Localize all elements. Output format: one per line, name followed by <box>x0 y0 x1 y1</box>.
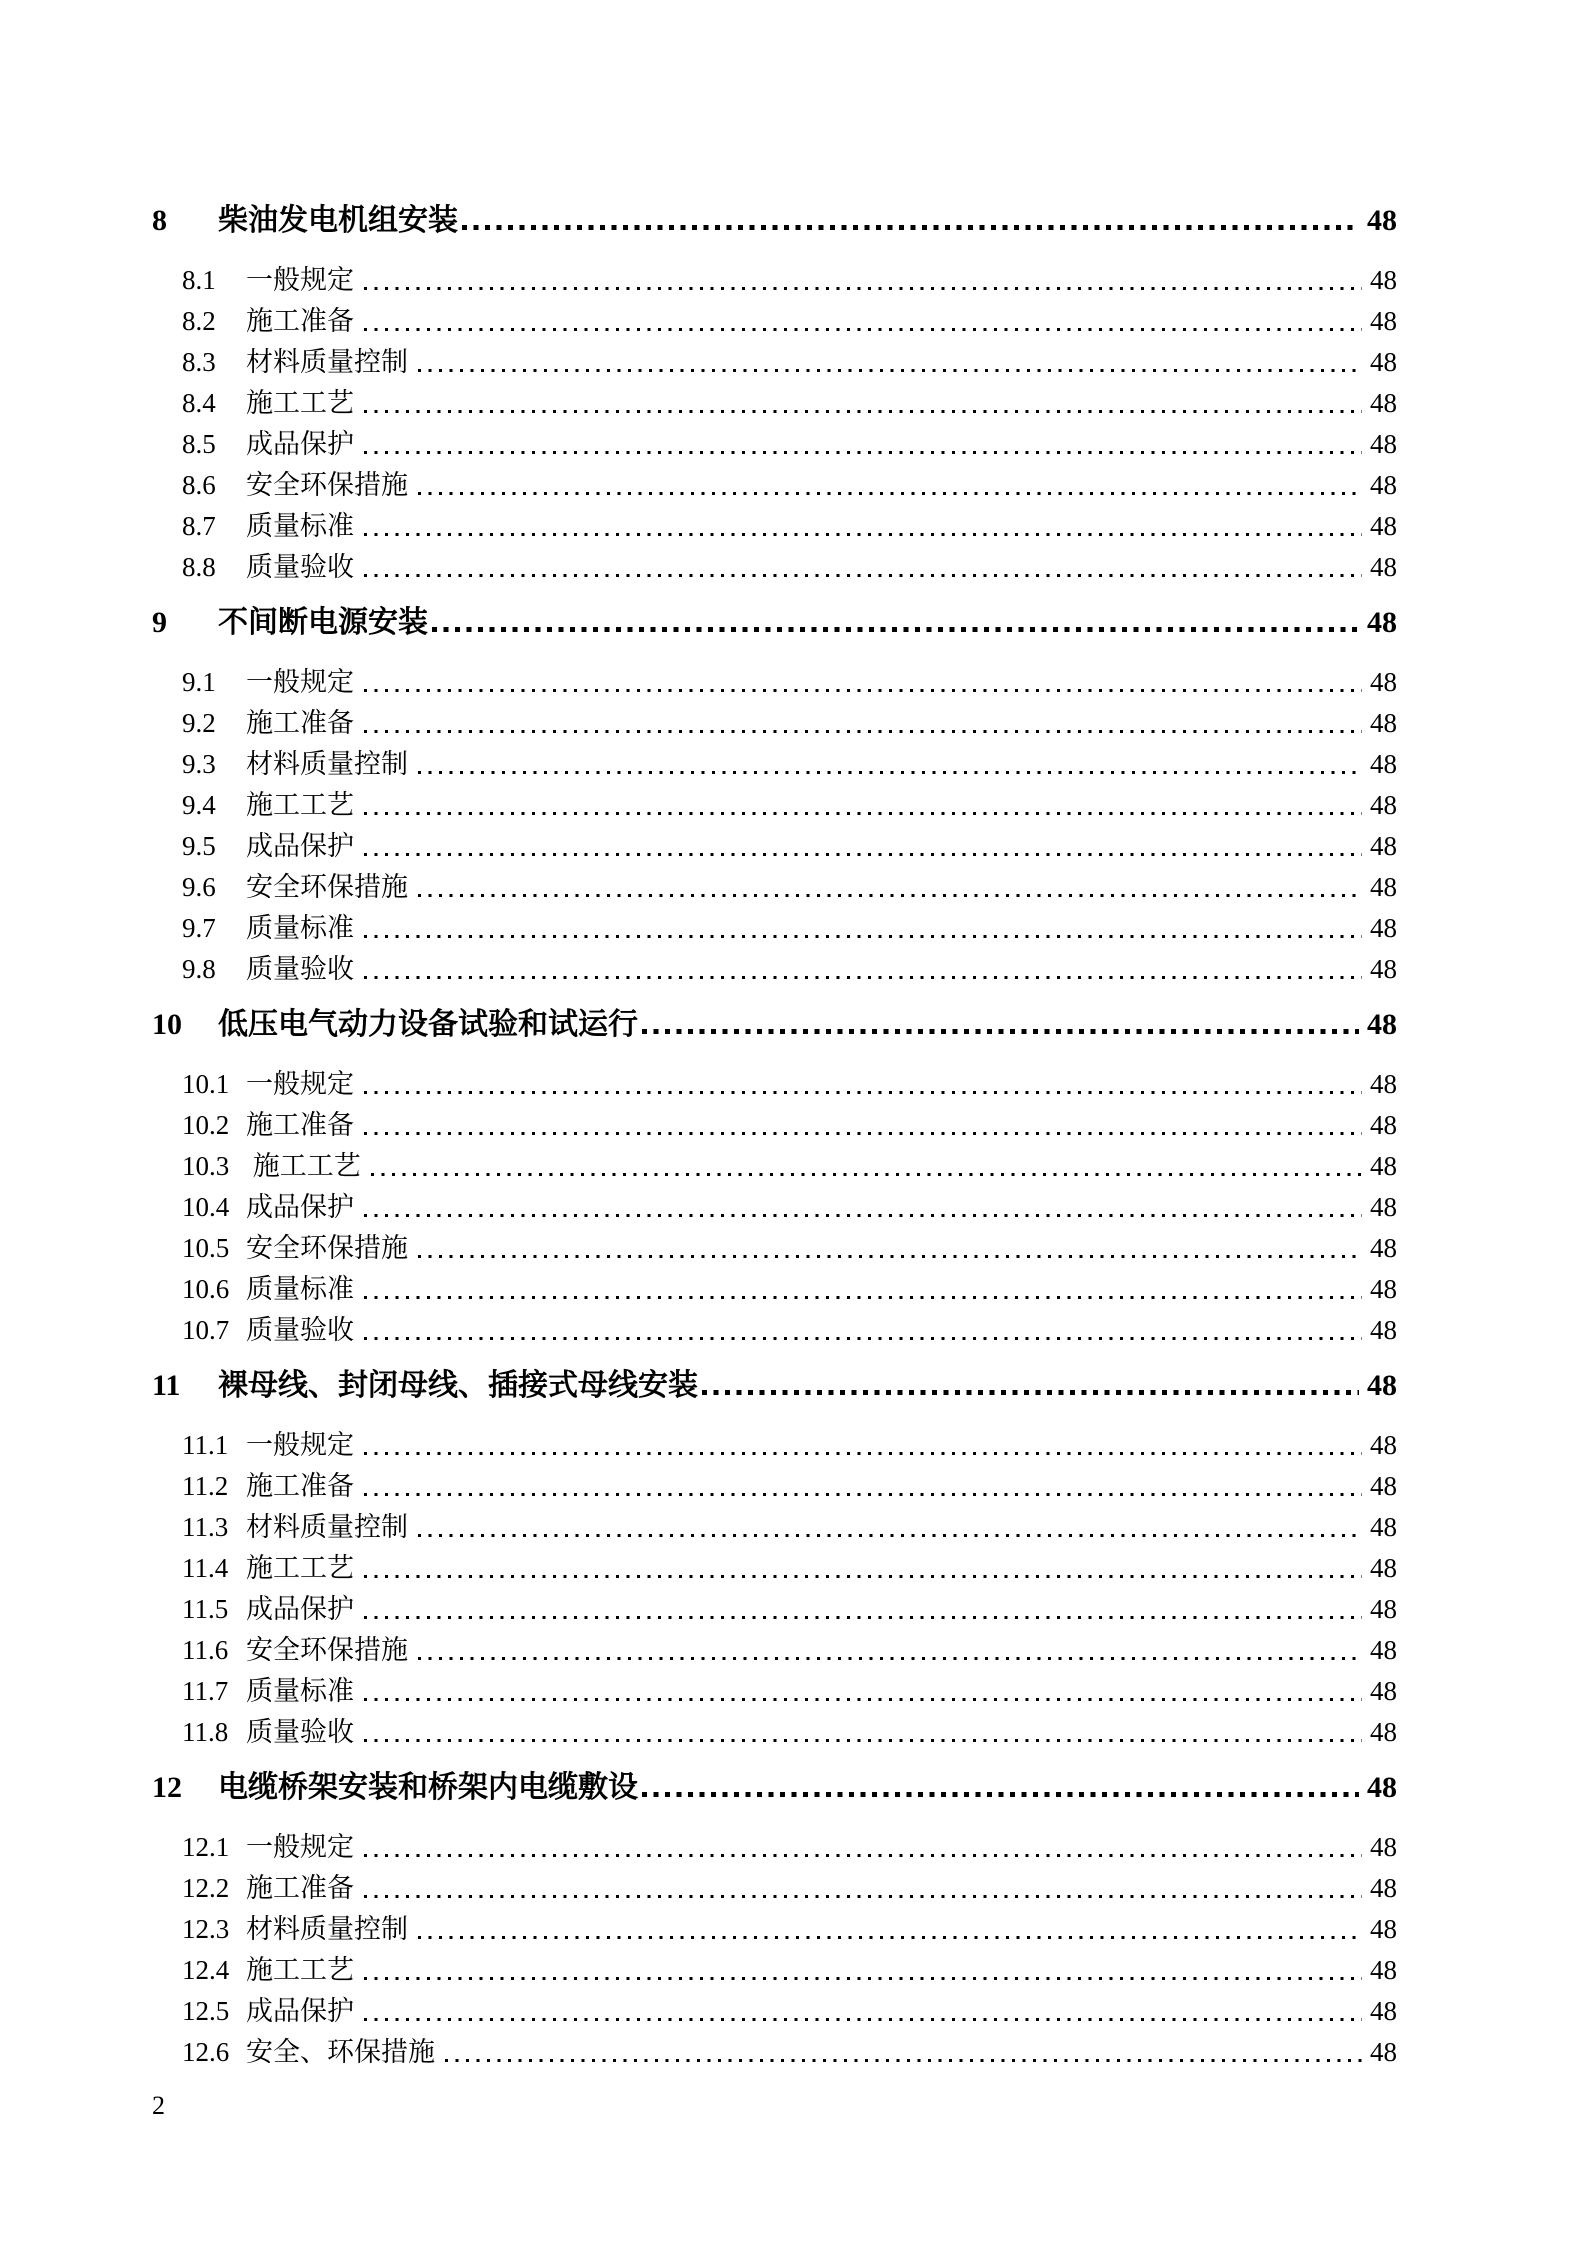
toc-section-row[interactable] <box>0 1365 1587 1406</box>
toc-entry-page-number: 48 <box>1370 1635 1397 1665</box>
toc-entry-title: 一般规定 <box>246 1069 354 1099</box>
toc-entry-title: 成品保护 <box>246 1996 354 2026</box>
toc-entry-number: 9.7 <box>182 913 216 943</box>
toc-entry-page-number: 48 <box>1370 388 1397 418</box>
toc-entry-page-number: 48 <box>1370 511 1397 541</box>
toc-subsection-row[interactable] <box>0 1991 1587 2032</box>
dot-leader <box>432 602 1359 643</box>
toc-entry-page-number: 48 <box>1370 1914 1397 1944</box>
toc-subsection-row[interactable] <box>0 1466 1587 1507</box>
toc-entry-title: 材料质量控制 <box>246 347 408 377</box>
dot-leader <box>364 1269 1362 1310</box>
dot-leader <box>364 1950 1362 1991</box>
toc-entry-number: 10.6 <box>182 1274 230 1304</box>
toc-entry-page-number: 48 <box>1370 1471 1397 1501</box>
toc-entry-number: 8.2 <box>182 306 216 336</box>
dot-leader <box>702 1365 1359 1406</box>
dot-leader <box>364 424 1362 465</box>
toc-subsection-row[interactable] <box>0 1425 1587 1466</box>
dot-leader <box>418 1228 1362 1269</box>
toc-entry-number: 11.2 <box>182 1471 229 1501</box>
toc-entry-number: 11.4 <box>182 1553 229 1583</box>
toc-entry-page-number: 48 <box>1370 1512 1397 1542</box>
toc-subsection-row[interactable] <box>0 424 1587 465</box>
toc-subsection-row[interactable] <box>0 260 1587 301</box>
toc-subsection-row[interactable] <box>0 1310 1587 1351</box>
dot-leader <box>364 1991 1362 2032</box>
toc-entry-title: 质量标准 <box>246 1676 354 1706</box>
toc-entry-page-number: 48 <box>1370 470 1397 500</box>
dot-leader <box>364 260 1362 301</box>
toc-entry-title: 裸母线、封闭母线、插接式母线安装 <box>218 1369 698 1402</box>
toc-entry-page-number: 48 <box>1370 1069 1397 1099</box>
toc-entry-page-number: 48 <box>1370 1233 1397 1263</box>
footer-page-number: 2 <box>152 2091 165 2120</box>
toc-subsection-row[interactable] <box>0 1630 1587 1671</box>
toc-entry-page-number: 48 <box>1370 265 1397 295</box>
toc-entry-number: 10.4 <box>182 1192 230 1222</box>
toc-subsection-row[interactable] <box>0 1671 1587 1712</box>
toc-section-row[interactable] <box>0 1004 1587 1045</box>
page-footer <box>0 2089 1587 2123</box>
toc-entry-number: 11.5 <box>182 1594 229 1624</box>
toc-subsection-row[interactable] <box>0 465 1587 506</box>
toc-entry-page-number: 48 <box>1370 1676 1397 1706</box>
toc-entry-page-number: 48 <box>1370 831 1397 861</box>
dot-leader <box>364 1187 1362 1228</box>
dot-leader <box>364 785 1362 826</box>
toc-entry-title: 质量标准 <box>246 913 354 943</box>
dot-leader <box>364 1548 1362 1589</box>
toc-subsection-row[interactable] <box>0 1187 1587 1228</box>
toc-entry-number: 10.5 <box>182 1233 230 1263</box>
toc-entry-number: 8.3 <box>182 347 216 377</box>
toc-entry-page-number: 48 <box>1370 552 1397 582</box>
dot-leader <box>418 744 1362 785</box>
toc-entry-number: 8.7 <box>182 511 216 541</box>
toc-entry-title: 施工准备 <box>246 1471 354 1501</box>
toc-entry-page-number: 48 <box>1370 913 1397 943</box>
toc-entry-number: 9.3 <box>182 749 216 779</box>
toc-subsection-row[interactable] <box>0 383 1587 424</box>
toc-entry-number: 10 <box>152 1008 182 1041</box>
toc-entry-title: 材料质量控制 <box>246 1512 408 1542</box>
toc-entry-title: 施工工艺 <box>246 1151 361 1181</box>
toc-subsection-row[interactable] <box>0 949 1587 990</box>
toc-entry-title: 一般规定 <box>246 1430 354 1460</box>
toc-entry-number: 11.8 <box>182 1717 229 1747</box>
dot-leader <box>364 547 1362 588</box>
toc-entry-title: 质量验收 <box>246 552 354 582</box>
toc-subsection-row[interactable] <box>0 1712 1587 1753</box>
dot-leader <box>364 1310 1362 1351</box>
toc-subsection-row[interactable] <box>0 1827 1587 1868</box>
toc-entry-title: 一般规定 <box>246 265 354 295</box>
toc-entry-title: 施工准备 <box>246 1873 354 1903</box>
toc-subsection-row[interactable] <box>0 1950 1587 1991</box>
toc-entry-title: 安全环保措施 <box>246 872 408 902</box>
toc-entry-title: 安全环保措施 <box>246 1233 408 1263</box>
toc-entry-page-number: 48 <box>1370 1832 1397 1862</box>
toc-entry-number: 12.4 <box>182 1955 230 1985</box>
dot-leader <box>364 1064 1362 1105</box>
toc-subsection-row[interactable] <box>0 301 1587 342</box>
toc-subsection-row[interactable] <box>0 506 1587 547</box>
dot-leader <box>418 1909 1362 1950</box>
toc-entry-number: 8.5 <box>182 429 216 459</box>
toc-entry-number: 11.3 <box>182 1512 229 1542</box>
toc-subsection-row[interactable] <box>0 703 1587 744</box>
dot-leader <box>371 1146 1362 1187</box>
toc-entry-title: 安全环保措施 <box>246 1635 408 1665</box>
dot-leader <box>418 1630 1362 1671</box>
toc-entry-title: 施工准备 <box>246 306 354 336</box>
toc-subsection-row[interactable] <box>0 547 1587 588</box>
toc-entry-number: 12.1 <box>182 1832 230 1862</box>
toc-entry-title: 施工准备 <box>246 708 354 738</box>
toc-entry-title: 质量标准 <box>246 511 354 541</box>
toc-entry-number: 10.3 <box>182 1151 230 1181</box>
dot-leader <box>364 908 1362 949</box>
toc-section-row[interactable] <box>0 200 1587 241</box>
toc-entry-number: 11.7 <box>182 1676 229 1706</box>
toc-entry-page-number: 48 <box>1370 429 1397 459</box>
toc-entry-page-number: 48 <box>1367 204 1397 237</box>
toc-entry-page-number: 48 <box>1370 708 1397 738</box>
toc-entry-page-number: 48 <box>1370 1192 1397 1222</box>
toc-entry-number: 8.6 <box>182 470 216 500</box>
dot-leader <box>364 1589 1362 1630</box>
toc-entry-page-number: 48 <box>1370 1110 1397 1140</box>
toc-subsection-row[interactable] <box>0 1105 1587 1146</box>
toc-entry-page-number: 48 <box>1370 2037 1397 2067</box>
toc-entry-number: 9 <box>152 606 167 639</box>
toc-entry-page-number: 48 <box>1370 1151 1397 1181</box>
toc-entry-number: 12.2 <box>182 1873 230 1903</box>
toc-entry-title: 安全、环保措施 <box>246 2037 435 2067</box>
toc-section-row[interactable] <box>0 1767 1587 1808</box>
dot-leader <box>418 1507 1362 1548</box>
toc-entry-title: 施工工艺 <box>246 790 354 820</box>
toc-entry-page-number: 48 <box>1370 667 1397 697</box>
toc-entry-page-number: 48 <box>1370 872 1397 902</box>
toc-entry-page-number: 48 <box>1367 1771 1397 1804</box>
toc-entry-title: 质量验收 <box>246 1717 354 1747</box>
toc-subsection-row[interactable] <box>0 1909 1587 1950</box>
toc-subsection-row[interactable] <box>0 826 1587 867</box>
toc-entry-title: 施工工艺 <box>246 1553 354 1583</box>
toc-entry-number: 9.8 <box>182 954 216 984</box>
toc-entry-page-number: 48 <box>1370 1717 1397 1747</box>
toc-entry-page-number: 48 <box>1370 347 1397 377</box>
toc-entry-number: 11 <box>152 1369 181 1402</box>
dot-leader <box>364 1868 1362 1909</box>
toc-subsection-row[interactable] <box>0 785 1587 826</box>
toc-entry-title: 材料质量控制 <box>246 749 408 779</box>
dot-leader <box>445 2032 1362 2073</box>
toc-entry-page-number: 48 <box>1370 1430 1397 1460</box>
toc-entry-title: 一般规定 <box>246 1832 354 1862</box>
dot-leader <box>364 1105 1362 1146</box>
toc-entry-title: 材料质量控制 <box>246 1914 408 1944</box>
toc-subsection-row[interactable] <box>0 1507 1587 1548</box>
toc-entry-page-number: 48 <box>1370 1594 1397 1624</box>
dot-leader <box>364 1827 1362 1868</box>
toc-entry-page-number: 48 <box>1370 306 1397 336</box>
toc-entry-page-number: 48 <box>1367 606 1397 639</box>
toc-entry-page-number: 48 <box>1367 1369 1397 1402</box>
toc-entry-title: 施工工艺 <box>246 388 354 418</box>
toc-entry-number: 11.1 <box>182 1430 229 1460</box>
toc-entry-page-number: 48 <box>1370 1274 1397 1304</box>
toc-entry-number: 8.4 <box>182 388 216 418</box>
toc-entry-page-number: 48 <box>1370 1873 1397 1903</box>
toc-entry-number: 9.5 <box>182 831 216 861</box>
toc-subsection-row[interactable] <box>0 2032 1587 2073</box>
dot-leader <box>418 342 1362 383</box>
toc-entry-title: 施工工艺 <box>246 1955 354 1985</box>
toc-entry-number: 10.1 <box>182 1069 230 1099</box>
toc-entry-page-number: 48 <box>1370 749 1397 779</box>
toc-entry-title: 电缆桥架安装和桥架内电缆敷设 <box>218 1771 638 1804</box>
toc-section-row[interactable] <box>0 602 1587 643</box>
toc-entry-title: 成品保护 <box>246 831 354 861</box>
toc-subsection-row[interactable] <box>0 1146 1587 1187</box>
toc-entry-number: 8 <box>152 204 167 237</box>
dot-leader <box>364 662 1362 703</box>
dot-leader <box>364 949 1362 990</box>
toc-entry-number: 8.8 <box>182 552 216 582</box>
toc-subsection-row[interactable] <box>0 1589 1587 1630</box>
dot-leader <box>364 1466 1362 1507</box>
toc-subsection-row[interactable] <box>0 744 1587 785</box>
toc-subsection-row[interactable] <box>0 662 1587 703</box>
toc-entry-title: 施工准备 <box>246 1110 354 1140</box>
toc-entry-page-number: 48 <box>1370 1553 1397 1583</box>
toc-entry-title: 低压电气动力设备试验和试运行 <box>218 1008 638 1041</box>
toc-entry-page-number: 48 <box>1370 954 1397 984</box>
dot-leader <box>364 1671 1362 1712</box>
toc-entry-number: 9.6 <box>182 872 216 902</box>
dot-leader <box>418 465 1362 506</box>
toc-subsection-row[interactable] <box>0 1269 1587 1310</box>
toc-subsection-row[interactable] <box>0 1064 1587 1105</box>
toc-entry-number: 12.3 <box>182 1914 230 1944</box>
dot-leader <box>462 200 1359 241</box>
toc-entry-number: 12 <box>152 1771 182 1804</box>
toc-entry-title: 成品保护 <box>246 429 354 459</box>
dot-leader <box>418 867 1362 908</box>
toc-subsection-row[interactable] <box>0 342 1587 383</box>
toc-entry-page-number: 48 <box>1370 1955 1397 1985</box>
dot-leader <box>364 1712 1362 1753</box>
dot-leader <box>364 703 1362 744</box>
toc-entry-page-number: 48 <box>1370 790 1397 820</box>
toc-entry-number: 10.7 <box>182 1315 230 1345</box>
toc-entry-number: 9.2 <box>182 708 216 738</box>
toc-entry-title: 成品保护 <box>246 1594 354 1624</box>
toc-entry-page-number: 48 <box>1367 1008 1397 1041</box>
toc-subsection-row[interactable] <box>0 1548 1587 1589</box>
dot-leader <box>364 301 1362 342</box>
dot-leader <box>642 1767 1359 1808</box>
toc-entry-number: 9.4 <box>182 790 216 820</box>
toc-entry-title: 质量验收 <box>246 1315 354 1345</box>
dot-leader <box>364 383 1362 424</box>
toc-entry-title: 质量验收 <box>246 954 354 984</box>
dot-leader <box>364 1425 1362 1466</box>
dot-leader <box>364 506 1362 547</box>
dot-leader <box>364 826 1362 867</box>
toc-entry-title: 成品保护 <box>246 1192 354 1222</box>
toc-entry-number: 10.2 <box>182 1110 230 1140</box>
toc-entry-number: 12.5 <box>182 1996 230 2026</box>
toc-entry-title: 质量标准 <box>246 1274 354 1304</box>
toc-entry-page-number: 48 <box>1370 1996 1397 2026</box>
toc-subsection-row[interactable] <box>0 1868 1587 1909</box>
toc-entry-title: 一般规定 <box>246 667 354 697</box>
toc-entry-page-number: 48 <box>1370 1315 1397 1345</box>
toc-subsection-row[interactable] <box>0 867 1587 908</box>
toc-entry-title: 柴油发电机组安装 <box>218 204 458 237</box>
toc-entry-title: 安全环保措施 <box>246 470 408 500</box>
toc-entry-number: 8.1 <box>182 265 216 295</box>
toc-entry-title: 不间断电源安装 <box>218 606 428 639</box>
toc-entry-number: 11.6 <box>182 1635 229 1665</box>
toc-entry-number: 12.6 <box>182 2037 230 2067</box>
dot-leader <box>642 1004 1359 1045</box>
toc-subsection-row[interactable] <box>0 908 1587 949</box>
toc-subsection-row[interactable] <box>0 1228 1587 1269</box>
toc-entry-number: 9.1 <box>182 667 216 697</box>
